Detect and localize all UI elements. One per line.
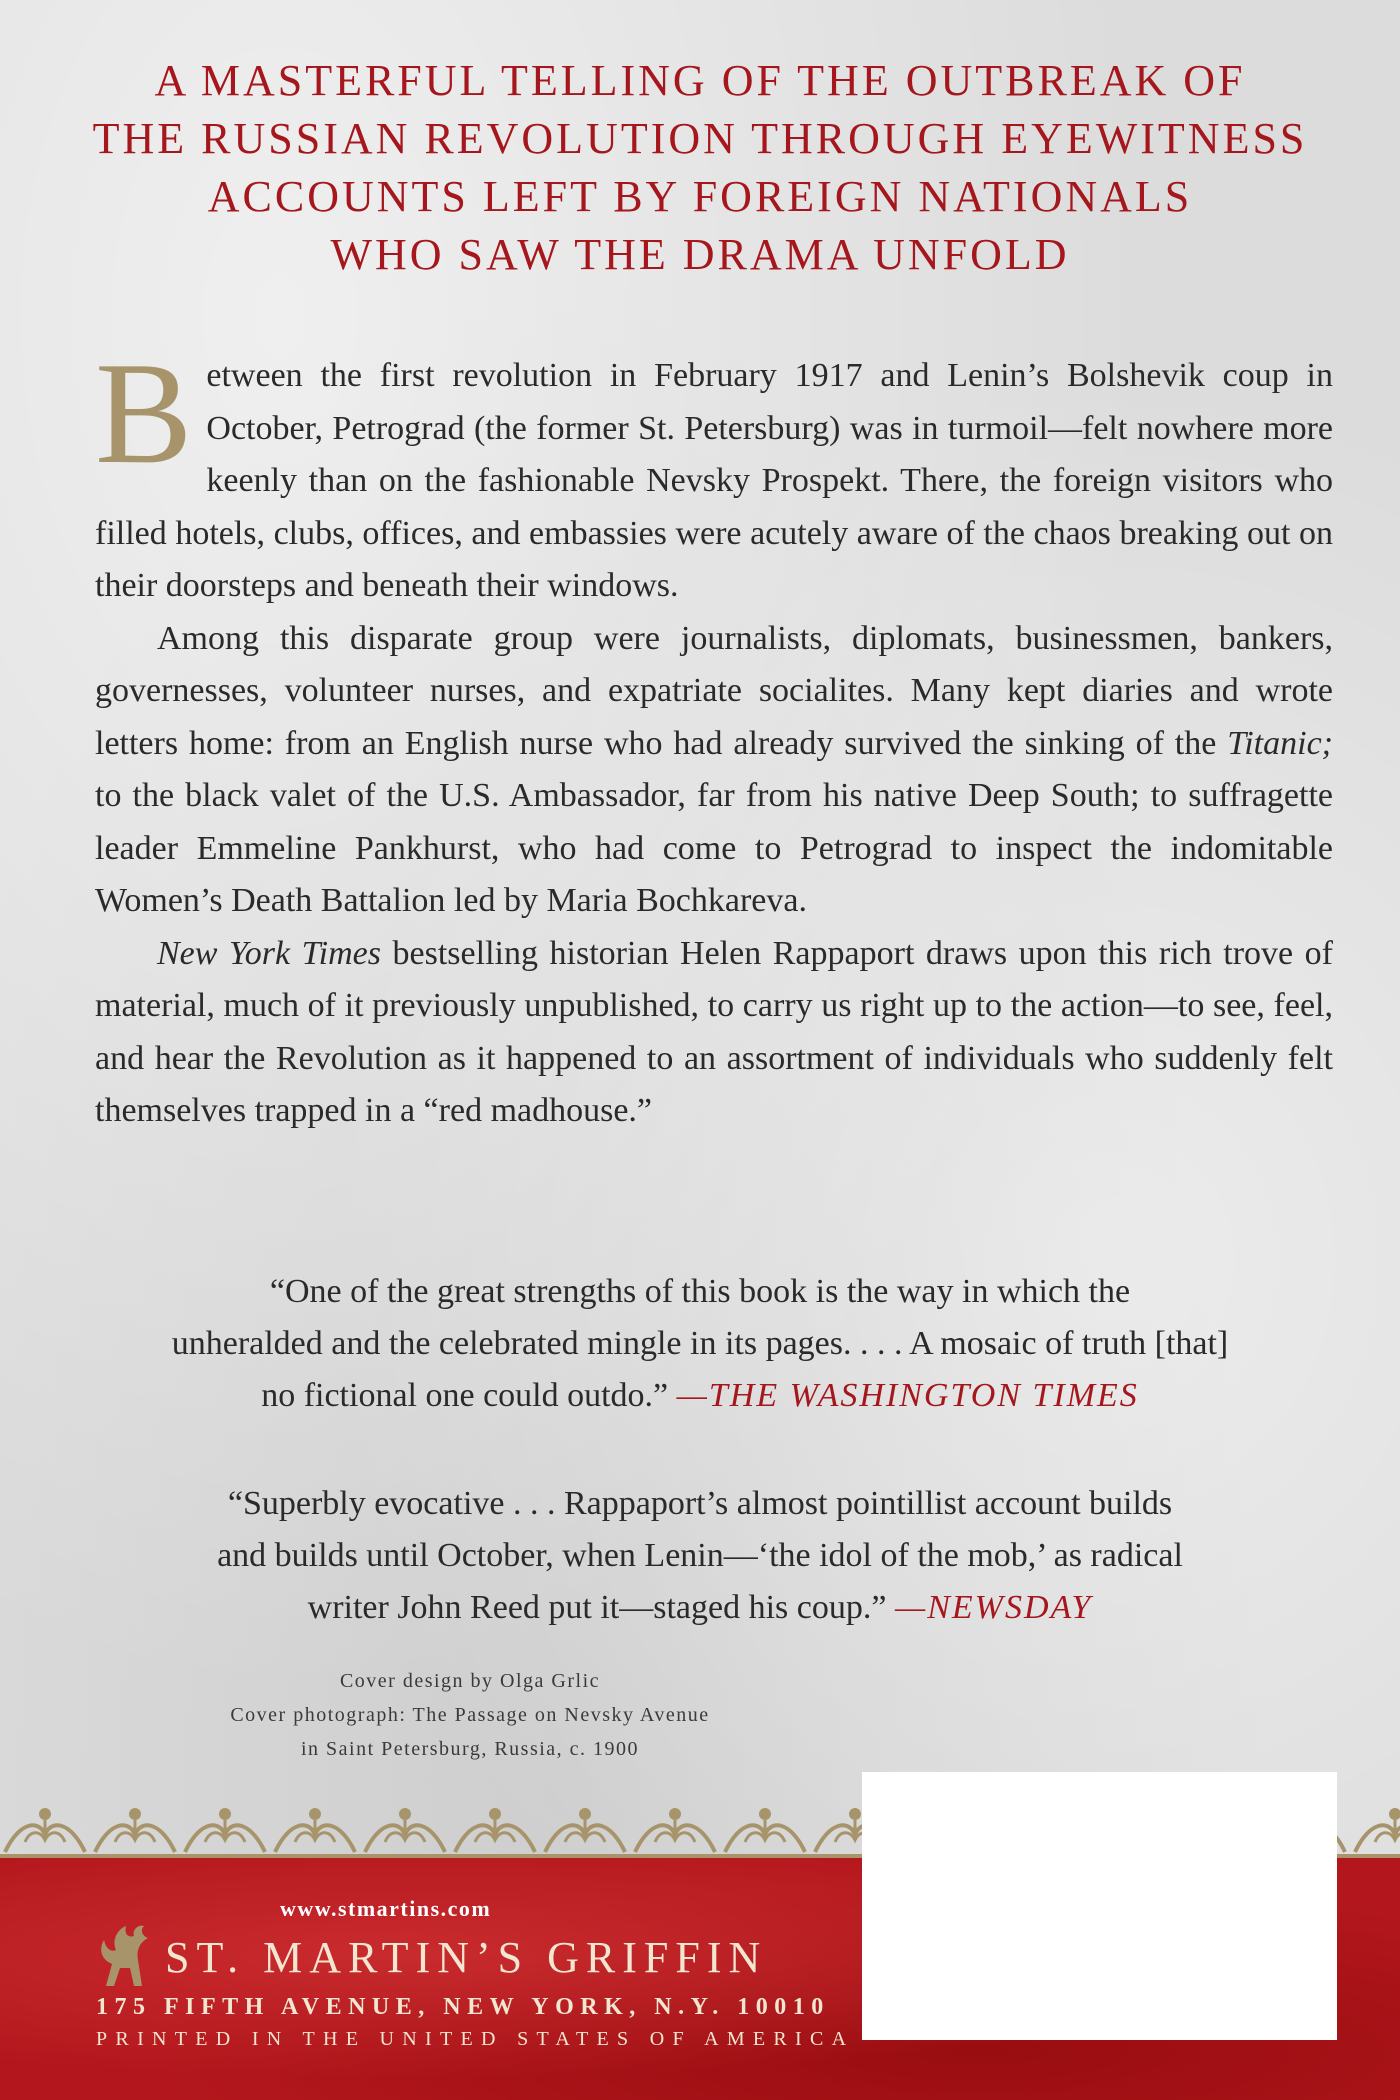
quote-text: writer John Reed put it—staged his coup.”	[307, 1589, 887, 1626]
quote-line	[150, 1370, 1250, 1422]
drop-cap: B	[95, 332, 193, 494]
nyt-italic: New York Times	[157, 934, 381, 972]
quote-line: unheralded and the celebrated mingle in its pages. . . . A mosaic of truth [that]	[171, 1325, 1229, 1362]
paragraph-3	[95, 928, 1333, 1138]
quote-source: —NEWSDAY	[894, 1589, 1093, 1626]
titanic-italic: Titanic;	[1227, 724, 1333, 762]
headline-line: A MASTERFUL TELLING OF THE OUTBREAK OF	[154, 56, 1246, 105]
quote-source: —THE WASHINGTON TIMES	[676, 1377, 1139, 1414]
review-quote-washington-times	[150, 1266, 1250, 1422]
publisher-imprint: ST. MARTIN’S GRIFFIN	[165, 1933, 768, 1982]
griffin-icon	[92, 1920, 154, 1990]
headline-line: THE RUSSIAN REVOLUTION THROUGH EYEWITNESS	[92, 114, 1308, 163]
publisher-address: 175 FIFTH AVENUE, NEW YORK, N.Y. 10010	[96, 1994, 830, 2020]
paragraph-2-text-a: Among this disparate group were journalists, diplomats, businessmen, bankers, governesses, volunteer nurses, and expatriate socialites. Many kept diaries and wrote letters home: from an English nurse who had already survived the sinking of the	[95, 619, 1333, 762]
headline	[60, 52, 1340, 284]
quote-line	[150, 1582, 1250, 1634]
quote-line: “One of the great strengths of this book is the way in which the	[269, 1273, 1131, 1310]
cover-credits	[170, 1664, 770, 1766]
barcode-area	[862, 1772, 1337, 2040]
headline-line: ACCOUNTS LEFT BY FOREIGN NATIONALS	[207, 172, 1193, 221]
photo-credit-line: Cover photograph: The Passage on Nevsky Avenue	[230, 1704, 710, 1726]
review-quote-newsday	[150, 1478, 1250, 1634]
quote-line: “Superbly evocative . . . Rappaport’s almost pointillist account builds	[227, 1485, 1173, 1522]
design-credit: Cover design by Olga Grlic	[339, 1670, 601, 1692]
paragraph-2	[95, 613, 1333, 928]
paragraph-1-text: etween the first revolution in February 1917 and Lenin’s Bolshevik coup in October, Petrograd (the former St. Petersburg) was in turmoil—felt nowhere more keenly than on the fashionable Nevsky Prospekt. There, the foreign visitors who filled hotels, clubs, offices, and embassies were acutely aware of the chaos breaking out on their doorsteps and beneath their windows.	[95, 357, 1333, 604]
publisher-url: www.stmartins.com	[280, 1896, 492, 1921]
photo-credit-line: in Saint Petersburg, Russia, c. 1900	[300, 1738, 640, 1760]
paragraph-3-text: bestselling historian Helen Rappaport draws upon this rich trove of material, much of it previously unpublished, to carry us right up to the action—to see, feel, and hear the Revolution as it happened to an assortment of individuals who suddenly felt themselves trapped in a “red madhouse.”	[95, 934, 1333, 1129]
quote-line: and builds until October, when Lenin—‘the idol of the mob,’ as radical	[217, 1537, 1183, 1574]
description	[95, 332, 1333, 1138]
headline-line: WHO SAW THE DRAMA UNFOLD	[330, 230, 1070, 279]
paragraph-2-text-b: to the black valet of the U.S. Ambassador, far from his native Deep South; to suffragette leader Emmeline Pankhurst, who had come to Petrograd to inspect the indomitable Women’s Death Battalion led by Maria Bochkareva.	[95, 777, 1333, 919]
printed-in-line: PRINTED IN THE UNITED STATES OF AMERICA	[96, 2028, 855, 2050]
quote-text: no fictional one could outdo.”	[261, 1377, 669, 1414]
paragraph-1	[95, 332, 1333, 613]
